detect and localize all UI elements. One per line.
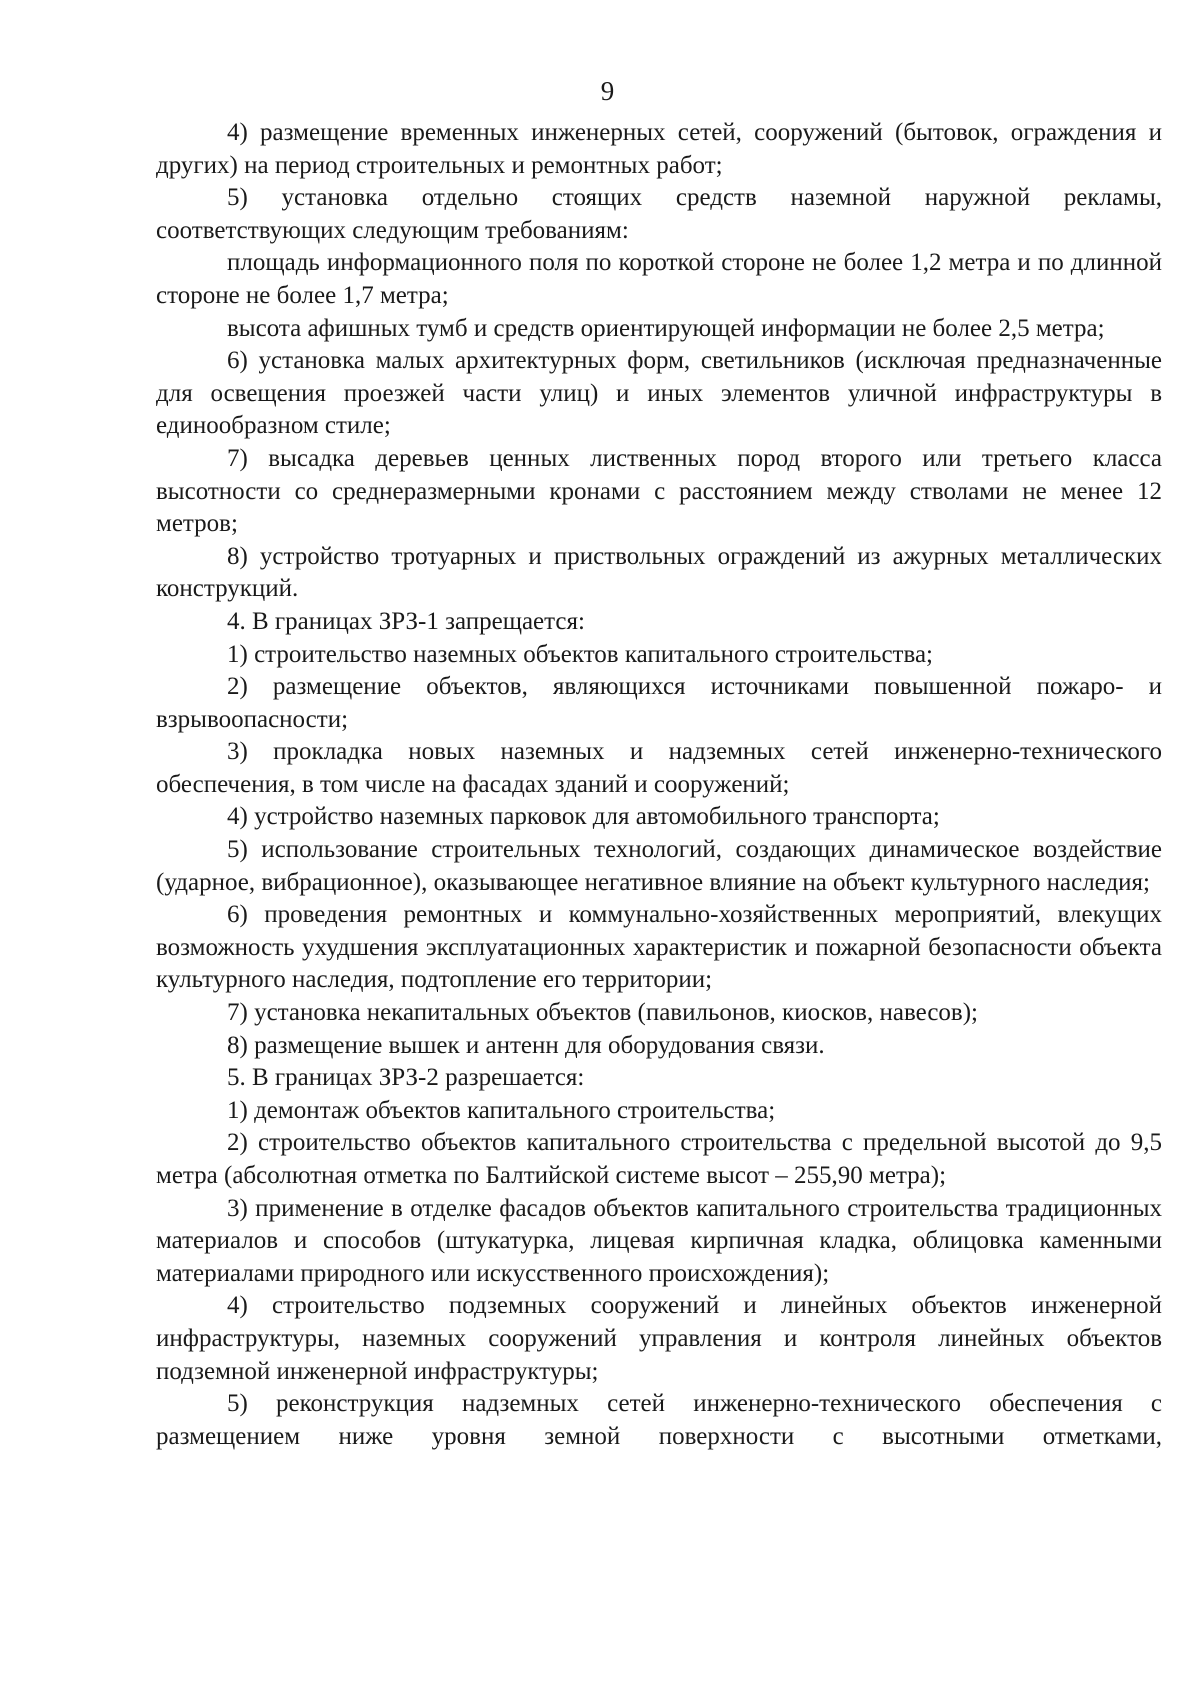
paragraph: 4) устройство наземных парковок для автомобильного транспорта; [227, 803, 940, 831]
page-number: 9 [600, 76, 615, 106]
paragraph: 5) использование строительных технологий, создающих динамическое воздействие (ударное, вибрационное), оказывающее негативное влияние на объект культурного наследия; [156, 836, 1162, 896]
paragraph: высота афишных тумб и средств ориентирующей информации не более 2,5 метра; [227, 314, 1105, 342]
paragraph: 4) строительство подземных сооружений и линейных объектов инженерной инфраструктуры, наземных сооружений управления и контроля линейных объектов подземной инженерной инфраструктуры; [156, 1292, 1162, 1385]
paragraph: 8) устройство тротуарных и приствольных ограждений из ажурных металлических конструкций. [156, 542, 1162, 603]
paragraph: 5) реконструкция надземных сетей инженерно-технического обеспечения с размещением ниже уровня земной поверхности с высотными отметками, [156, 1390, 1162, 1450]
paragraph: 8) размещение вышек и антенн для оборудования связи. [227, 1031, 825, 1059]
paragraph: 3) применение в отделке фасадов объектов капитального строительства традиционных материалов и способов (штукатурка, лицевая кирпичная кладка, облицовка каменными материалами природного или искусственного происхождения); [156, 1194, 1162, 1287]
paragraph: 1) строительство наземных объектов капитального строительства; [227, 640, 933, 668]
paragraph: 5. В границах ЗРЗ-2 разрешается: [227, 1064, 585, 1092]
paragraph: 3) прокладка новых наземных и надземных сетей инженерно-технического обеспечения, в том числе на фасадах зданий и сооружений; [156, 738, 1162, 798]
document-body [156, 117, 1162, 1453]
paragraph: 2) размещение объектов, являющихся источниками повышенной пожаро- и взрывоопасности; [156, 673, 1162, 733]
paragraph: 1) демонтаж объектов капитального строительства; [227, 1096, 776, 1124]
paragraph: 4. В границах ЗРЗ-1 запрещается: [227, 607, 585, 635]
paragraph: площадь информационного поля по короткой стороне не более 1,2 метра и по длинной стороне не более 1,7 метра; [156, 249, 1162, 309]
paragraph: 6) проведения ремонтных и коммунально-хозяйственных мероприятий, влекущих возможность ухудшения эксплуатационных характеристик и пожарной безопасности объекта культурного наследия, подтопление его территории; [156, 901, 1162, 994]
paragraph: 7) установка некапитальных объектов (павильонов, киосков, навесов); [227, 999, 978, 1027]
paragraph: 7) высадка деревьев ценных лиственных пород второго или третьего класса высотности со среднеразмерными кронами с расстоянием между стволами не менее 12 метров; [156, 444, 1162, 538]
paragraph: 5) установка отдельно стоящих средств наземной наружной рекламы, соответствующих следующим требованиям: [156, 184, 1162, 244]
paragraph: 4) размещение временных инженерных сетей, сооружений (бытовок, ограждения и других) на период строительных и ремонтных работ; [156, 119, 1162, 179]
paragraph: 2) строительство объектов капитального строительства с предельной высотой до 9,5 метра (абсолютная отметка по Балтийской системе высот – 255,90 метра); [156, 1129, 1162, 1189]
paragraph: 6) установка малых архитектурных форм, светильников (исключая предназначенные для освещения проезжей части улиц) и иных элементов уличной инфраструктуры в единообразном стиле; [156, 347, 1162, 440]
